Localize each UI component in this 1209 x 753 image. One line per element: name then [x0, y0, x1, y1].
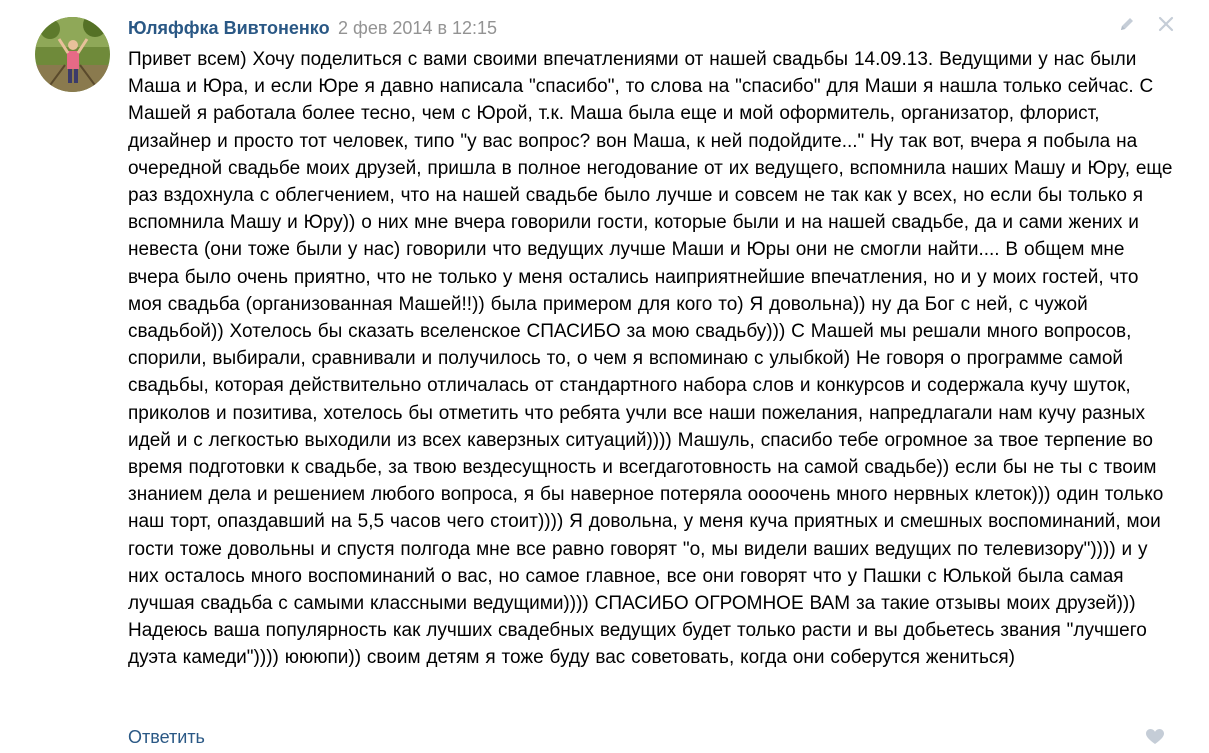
heart-icon[interactable] — [1146, 729, 1164, 745]
avatar[interactable] — [35, 17, 110, 92]
comment-actions — [1118, 15, 1174, 39]
comment-date[interactable]: 2 фев 2014 в 12:15 — [338, 18, 498, 38]
comment-header — [128, 16, 497, 40]
reply-button[interactable]: Ответить — [128, 727, 205, 747]
close-icon[interactable] — [1158, 16, 1174, 32]
author-name[interactable]: Юляффка Вивтоненко — [128, 18, 330, 38]
avatar-photo — [35, 17, 110, 92]
pencil-icon[interactable] — [1118, 15, 1136, 33]
comment-text: Привет всем) Хочу поделиться с вами своими впечатлениями от нашей свадьбы 14.09.13. Ведущими у нас были Маша и Юра, и если Юре я давно написала "спасибо", то слова на "спасибо" для Маши я нашла только сейчас. С Машей я работала более тесно, чем с Юрой, т.к. Маша была еще и мой оформитель, организатор, флорист, дизайнер и просто тот человек, типо "у вас вопрос? вон Маша, к ней подойдите..." Ну так вот, вчера я побыла на очередной свадьбе моих друзей, пришла в полное негодование от их ведущего, вспомнила наших Машу и Юру, еще раз вздохнула с облегчением, что на нашей свадьбе было лучше и совсем не так как у всех, но если бы только я вспомнила Машу и Юру)) о них мне вчера говорили гости, которые были и на нашей свадьбе, да и сами жених и невеста (они тоже были у нас) говорили что ведущих лучше Маши и Юры они не смогли найти.... В общем мне вчера было очень приятно, что не только у меня остались наиприятнейшие впечатления, но и у моих гостей, что моя свадьба (организованная Машей!!)) была примером для кого то) Я довольна)) ну да Бог с ней, с чужой свадьбой)) Хотелось бы сказать вселенское СПАСИБО за мою свадьбу))) С Машей мы решали много вопросов, спорили, выбирали, сравнивали и получилось то, о чем я вспоминаю с улыбкой) Не говоря о программе самой свадьбы, которая действительно отличалась от стандартного набора слов и конкурсов и содержала кучу шуток, приколов и позитива, хотелось бы отметить что ребята учли все наши пожелания, напредлагали нам кучу разных идей и с легкостью выходили из всех каверзных ситуаций)))) Машуль, спасибо тебе огромное за твое терпение во время подготовки к свадьбе, за твою вездесущность и всегдаготовность на самой свадьбе)) если бы не ты с твоим знанием дела и решением любого вопроса, я бы наверное потеряла оооочень много нервных клеток))) один только наш торт, опаздавший на 5,5 часов чего стоит)))) Я довольна, у меня куча приятных и смешных воспоминаний, мои гости тоже довольны и спустя полгода мне все равно говорят "о, мы видели ваших ведущих по телевизору")))) и у них осталось много воспоминаний о вас, но самое главное, все они говорят что у Пашки с Юлькой была самая лучшая свадьба с самыми классными ведущими)))) СПАСИБО ОГРОМНОЕ ВАМ за такие отзывы моих друзей))) Надеюсь ваша популярность как лучших свадебных ведущих будет только расти и вы добьетесь звания "лучшего дуэта камеди")))) юююпи)) своим детям я тоже буду вас советовать, когда они соберутся жениться) — [128, 49, 1173, 669]
